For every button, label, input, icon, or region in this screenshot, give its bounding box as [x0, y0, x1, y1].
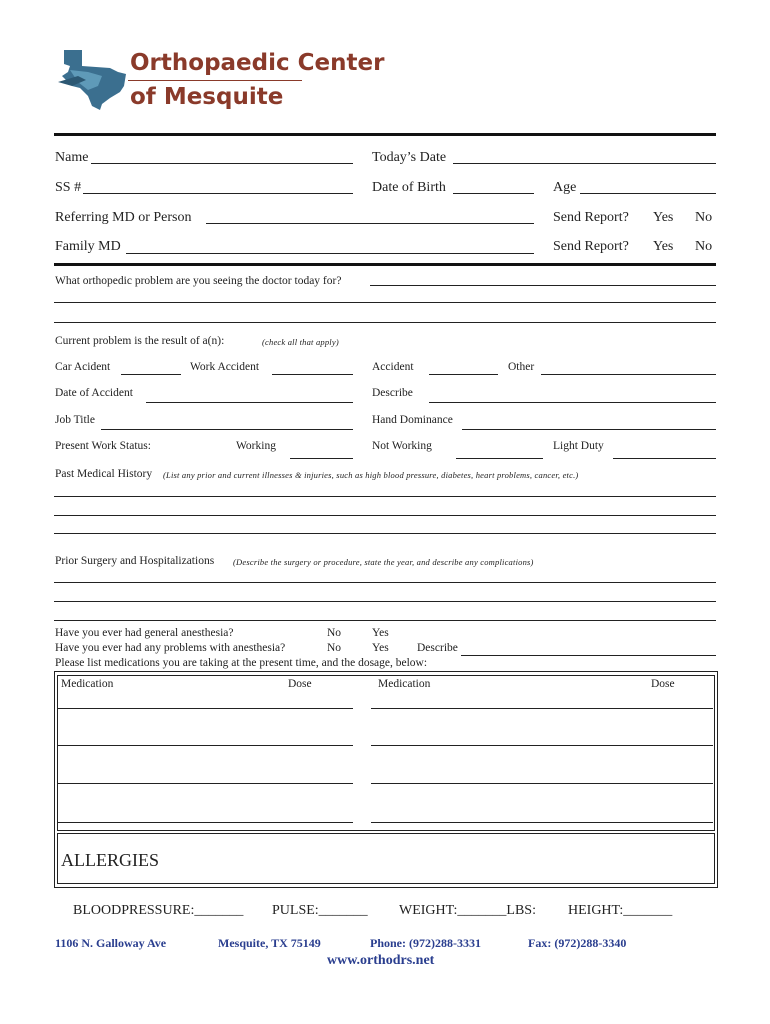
medication-row-2-right[interactable] [371, 745, 713, 746]
footer-phone: Phone: (972)288-3331 [370, 936, 481, 950]
weight-field[interactable]: WEIGHT:_______LBS: [399, 903, 536, 918]
anesthesia-q2-no[interactable]: No [327, 642, 342, 654]
medications-inner-box [57, 675, 715, 831]
age-label: Age [553, 180, 577, 195]
section-rule [54, 263, 716, 266]
problem-field-2[interactable] [54, 302, 716, 303]
surgery-note: (Describe the surgery or procedure, state the year, and describe any complications) [233, 557, 534, 567]
age-field[interactable] [580, 193, 716, 194]
send-report-no-1[interactable]: No [695, 210, 713, 225]
name-field[interactable] [91, 163, 353, 164]
working-field[interactable] [290, 458, 353, 459]
hand-dominance-label: Hand Dominance [372, 414, 453, 426]
medication-row-1-right[interactable] [371, 708, 713, 709]
medication-row-1-left[interactable] [57, 708, 353, 709]
anesthesia-q2: Have you ever had any problems with anesthesia? [55, 642, 286, 654]
allergies-label: ALLERGIES [61, 850, 159, 870]
anesthesia-q2-yes[interactable]: Yes [372, 642, 389, 654]
referring-label: Referring MD or Person [55, 210, 192, 225]
problem-question: What orthopedic problem are you seeing the doctor today for? [55, 275, 342, 287]
car-accident-label: Car Acident [55, 361, 111, 373]
send-report-label-1: Send Report? [553, 210, 629, 225]
header-rule [54, 133, 716, 136]
not-working-field[interactable] [456, 458, 543, 459]
footer-address: 1106 N. Galloway Ave [55, 936, 167, 950]
todays-date-label: Today’s Date [372, 150, 447, 165]
light-duty-label: Light Duty [553, 440, 604, 452]
medication-row-4-left[interactable] [57, 822, 353, 823]
footer-city: Mesquite, TX 75149 [218, 936, 321, 950]
history-field-2[interactable] [54, 515, 716, 516]
dose-header-left: Dose [288, 678, 312, 690]
accident-field[interactable] [429, 374, 498, 375]
medication-row-3-left[interactable] [57, 783, 353, 784]
name-label: Name [55, 150, 89, 165]
job-title-label: Job Title [55, 414, 95, 426]
cause-label: Current problem is the result of a(n): [55, 335, 225, 347]
surgery-field-2[interactable] [54, 601, 716, 602]
date-accident-label: Date of Accident [55, 387, 133, 399]
send-report-label-2: Send Report? [553, 239, 629, 254]
describe-label: Describe [372, 387, 413, 399]
medication-header-left: Medication [61, 678, 114, 690]
cause-note: (check all that apply) [262, 337, 339, 347]
surgery-field-3[interactable] [54, 620, 716, 621]
work-status-label: Present Work Status: [55, 440, 151, 452]
medical-history-note: (List any prior and current illnesses & injuries, such as high blood pressure, diabetes, heart problems, cancer, etc.) [163, 470, 579, 480]
accident-label: Accident [372, 361, 414, 373]
ss-label: SS # [55, 180, 82, 195]
light-duty-field[interactable] [613, 458, 716, 459]
problem-field-1[interactable] [370, 285, 716, 286]
todays-date-field[interactable] [453, 163, 716, 164]
working-label: Working [236, 440, 276, 452]
texas-map-icon [58, 46, 130, 112]
surgery-field-1[interactable] [54, 582, 716, 583]
logo-underline [128, 80, 302, 81]
ss-field[interactable] [83, 193, 353, 194]
describe-field[interactable] [429, 402, 716, 403]
height-field[interactable]: HEIGHT:_______ [568, 903, 673, 918]
dob-label: Date of Birth [372, 180, 446, 195]
footer-fax: Fax: (972)288-3340 [528, 936, 627, 950]
dose-header-right: Dose [651, 678, 675, 690]
family-md-field[interactable] [126, 253, 534, 254]
work-accident-field[interactable] [272, 374, 353, 375]
job-title-field[interactable] [101, 429, 353, 430]
clinic-name-line1: Orthopaedic Center [130, 50, 385, 76]
send-report-no-2[interactable]: No [695, 239, 713, 254]
not-working-label: Not Working [372, 440, 432, 452]
footer-website[interactable]: www.orthodrs.net [327, 953, 435, 968]
hand-dominance-field[interactable] [462, 429, 716, 430]
anesthesia-describe-field[interactable] [461, 655, 716, 656]
car-accident-field[interactable] [121, 374, 181, 375]
anesthesia-q1: Have you ever had general anesthesia? [55, 627, 234, 639]
medication-row-3-right[interactable] [371, 783, 713, 784]
medication-header-right: Medication [378, 678, 431, 690]
anesthesia-q1-yes[interactable]: Yes [372, 627, 389, 639]
blood-pressure-field[interactable]: BLOODPRESSURE:_______ [73, 903, 244, 918]
surgery-label: Prior Surgery and Hospitalizations [55, 555, 215, 567]
send-report-yes-2[interactable]: Yes [653, 239, 674, 254]
send-report-yes-1[interactable]: Yes [653, 210, 674, 225]
date-accident-field[interactable] [146, 402, 353, 403]
medication-row-4-right[interactable] [371, 822, 713, 823]
other-field[interactable] [541, 374, 716, 375]
anesthesia-q1-no[interactable]: No [327, 627, 342, 639]
pulse-field[interactable]: PULSE:_______ [272, 903, 368, 918]
medication-row-2-left[interactable] [57, 745, 353, 746]
history-field-3[interactable] [54, 533, 716, 534]
anesthesia-describe-label: Describe [417, 642, 458, 654]
other-label: Other [508, 361, 535, 373]
history-field-1[interactable] [54, 496, 716, 497]
clinic-name-line2: of Mesquite [130, 84, 284, 110]
problem-field-3[interactable] [54, 322, 716, 323]
work-accident-label: Work Accident [190, 361, 260, 373]
dob-field[interactable] [453, 193, 534, 194]
referring-field[interactable] [206, 223, 534, 224]
medications-prompt: Please list medications you are taking at the present time, and the dosage, below: [55, 657, 428, 669]
family-md-label: Family MD [55, 239, 121, 254]
medical-history-label: Past Medical History [55, 468, 153, 480]
